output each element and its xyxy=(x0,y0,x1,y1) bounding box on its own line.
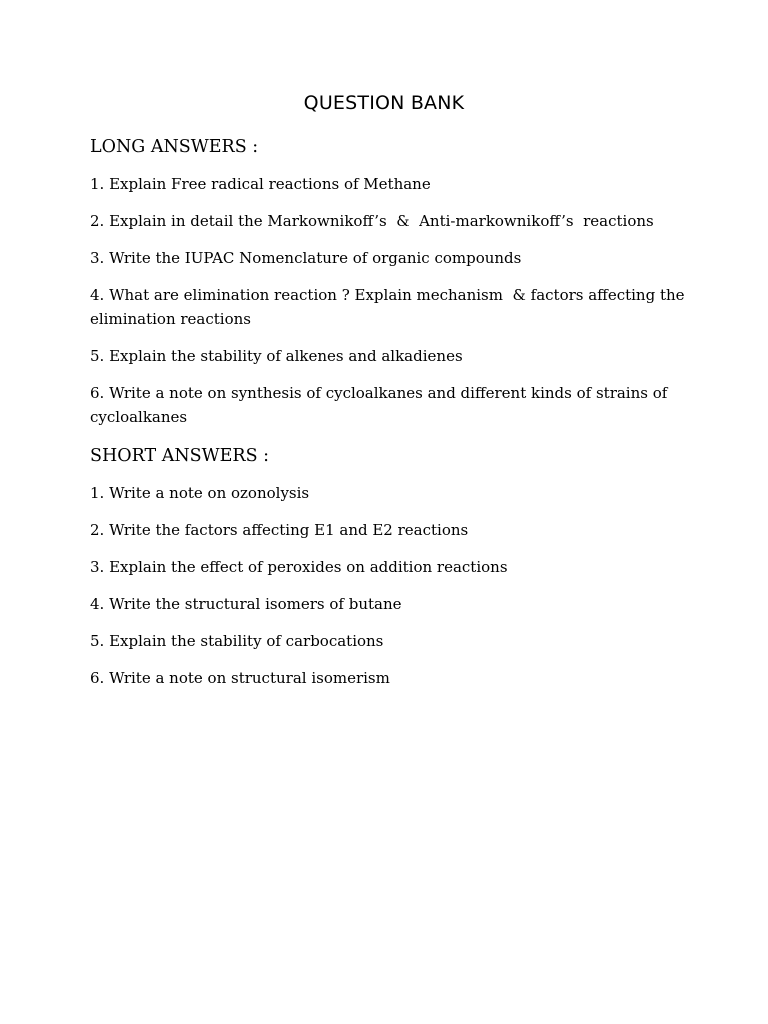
list-item: 3. Explain the effect of peroxides on addition reactions xyxy=(90,558,508,576)
list-item: 2. Write the factors affecting E1 and E2 reactions xyxy=(90,521,469,539)
long-answers-heading: LONG ANSWERS : xyxy=(90,137,259,157)
document-body xyxy=(90,134,690,703)
page-title: QUESTION BANK xyxy=(303,92,465,114)
list-item: 4. Write the structural isomers of butane xyxy=(90,595,402,613)
list-item: 5. Explain the stability of carbocations xyxy=(90,632,384,650)
list-item: 1. Write a note on ozonolysis xyxy=(90,484,310,502)
list-item: 4. What are elimination reaction ? Explain mechanism & factors affecting the elimination reactions xyxy=(90,286,690,328)
short-answers-heading: SHORT ANSWERS : xyxy=(90,446,270,466)
list-item: 2. Explain in detail the Markownikoff’s & Anti-markownikoff’s reactions xyxy=(90,212,654,230)
list-item: 3. Write the IUPAC Nomenclature of organic compounds xyxy=(90,249,522,267)
list-item: 6. Write a note on synthesis of cycloalkanes and different kinds of strains of cycloalkanes xyxy=(90,384,673,426)
list-item: 6. Write a note on structural isomerism xyxy=(90,669,390,687)
list-item: 5. Explain the stability of alkenes and alkadienes xyxy=(90,347,463,365)
list-item: 1. Explain Free radical reactions of Methane xyxy=(90,175,431,193)
short-answers-list xyxy=(90,481,690,690)
long-answers-list xyxy=(90,172,690,429)
